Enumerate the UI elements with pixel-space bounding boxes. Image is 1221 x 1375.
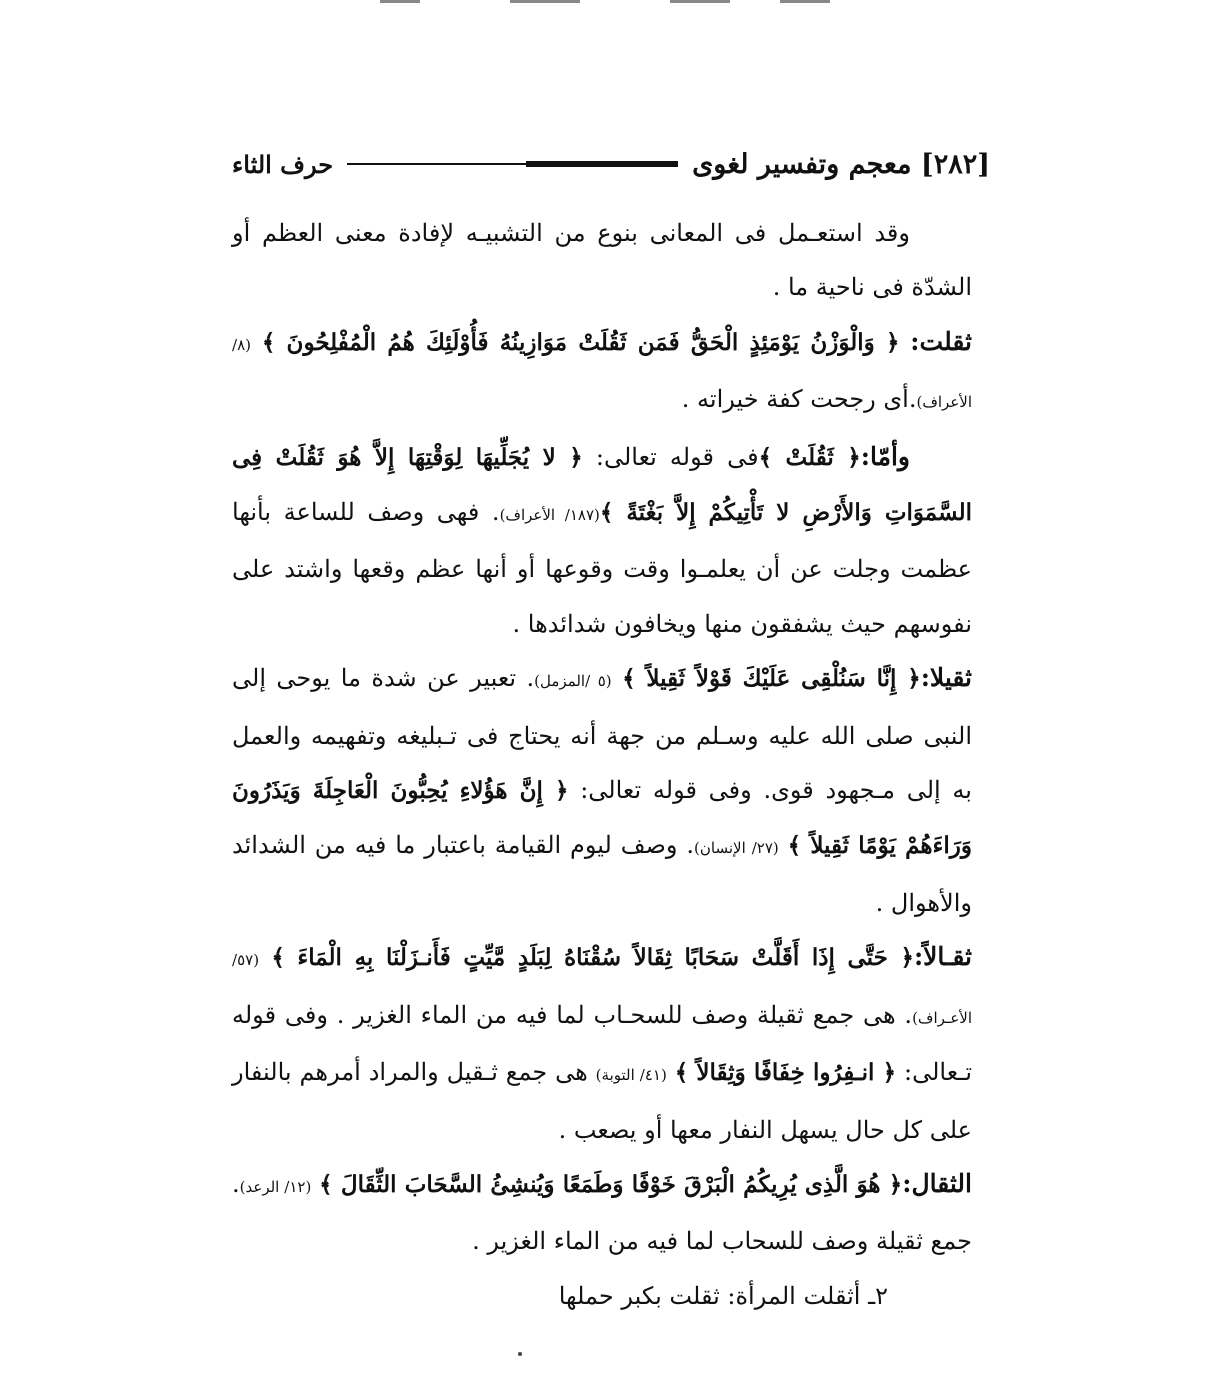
verse-reference: (٥٧/ الأعـراف) xyxy=(232,951,972,1027)
quran-verse: ﴿ إِنَّا سَنُلْقِى عَلَيْكَ قَوْلاً ثَقِيلاً ﴾ xyxy=(622,665,921,693)
quran-verse: ﴿ هُوَ الَّذِى يُرِيكُمُ الْبَرْقَ خَوْفًا وَطَمَعًا وَيُنشِئُ السَّحَابَ الثِّقَالَ ﴾ xyxy=(319,1170,903,1198)
verse-reference: (١٨٧/ الأعراف) xyxy=(499,506,600,525)
paragraph-text: . فهى وصف للساعة بأنها عظمت وجلت عن أن يعلمـوا وقت وقوعها أو أنها عظم وقعها واشتد على نفوسهم حيث يشفقون منها ويخافون شدائدها . xyxy=(232,498,972,638)
scan-speck xyxy=(518,1352,522,1356)
entry-thaqulat xyxy=(232,315,972,430)
paragraph-text: هى جمع ثـقيل والمراد أمرهم بالنفار على كل حال يسهل النفار معها أو يصعب . xyxy=(232,1058,972,1144)
entry-term: ثقـالاً: xyxy=(913,942,972,972)
entry-term: ثقيلا: xyxy=(920,663,972,693)
verse-reference: (٥ /المزمل) xyxy=(534,672,612,691)
paragraph-intro xyxy=(232,206,972,315)
entry-amma xyxy=(232,430,972,652)
entry-term: وأمّا: xyxy=(860,441,910,471)
verse-reference: (٢٧/ الإنسان) xyxy=(694,839,779,858)
paragraph-text: فى قوله تعالى: xyxy=(595,442,759,471)
entry-athqalat xyxy=(232,1269,972,1323)
verse-reference: (٤١/ التوبة) xyxy=(595,1066,667,1085)
quran-verse: ﴿ وَالْوَزْنُ يَوْمَئِذٍ الْحَقُّ فَمَن ثَقُلَتْ مَوَازِينُهُ فَأُوْلَئِكَ هُمُ الْمُفْلِحُونَ ﴾ xyxy=(261,328,900,356)
paragraph-text: . جمع ثقيلة وصف للسحاب لما فيه من الماء الغزير . xyxy=(232,1169,972,1256)
entry-thaqilan xyxy=(232,651,972,930)
paragraph-text: . وصف ليوم القيامة باعتبار ما فيه من الشدائد والأهوال . xyxy=(232,831,972,917)
paragraph-text: . تعبير عن شدة ما يوحى إلى النبى صلى الله عليه وسـلم من جهة أنه يحتاج فى تـبليغه وتفهيمه والعمل به إلى مـجهود قوى. وفى قوله تعالى: xyxy=(232,664,972,805)
top-scan-marks xyxy=(380,0,840,6)
quran-verse: ﴿ انـفِرُوا خِفَافًا وَثِقَالاً ﴾ xyxy=(674,1059,897,1087)
quran-word: ﴿ ثَقُلَتْ ﴾ xyxy=(758,443,861,471)
verse-reference: (٨/ الأعراف) xyxy=(232,335,972,412)
entry-term: الثقال: xyxy=(902,1168,972,1198)
paragraph-text: . هى جمع ثقيلة وصف للسحـاب لما فيه من الماء الغزير . وفى قوله تـعالى: xyxy=(232,1000,973,1087)
entry-thiqalan xyxy=(232,930,972,1157)
quran-verse: ﴿ إِنَّ هَؤُلاءِ يُحِبُّونَ الْعَاجِلَةَ وَيَذَرُونَ وَرَاءَهُمْ يَوْمًا ثَقِيلاً ﴾ xyxy=(232,777,972,860)
entry-term: ثقلت: xyxy=(910,326,972,356)
paragraph-text: ٢ـ أثقلت المرأة: ثقلت بكبر حملها xyxy=(558,1281,888,1310)
book-title: [٢٨٢] معجم وتفسير لغوى xyxy=(692,148,990,180)
quran-verse: ﴿ لا يُجَلِّيهَا لِوَقْتِهَا إِلاَّ هُوَ ثَقُلَتْ فِى السَّمَوَاتِ وَالأَرْضِ لا تَأْتِيكُمْ إِلاَّ بَغْتَةً ﴾ xyxy=(232,443,973,527)
running-header xyxy=(232,142,990,186)
paragraph-text: .أى رجحت كفة خيراته . xyxy=(681,385,917,414)
paragraph-text: وقد استعـمل فى المعانى بنوع من التشبيـه لإفادة معنى العظم أو الشدّة فى ناحية ما . xyxy=(232,219,972,302)
quran-verse: ﴿ حَتَّى إِذَا أَقَلَّتْ سَحَابًا ثِقَالاً سُقْنَاهُ لِبَلَدٍ مَّيِّتٍ فَأَنـزَلْنَا بِهِ الْمَاءَ ﴾ xyxy=(271,944,914,972)
verse-reference: (١٢/ الرعد) xyxy=(239,1177,312,1196)
page-body xyxy=(232,206,972,1323)
entry-althiqal xyxy=(232,1157,972,1269)
chapter-name: حرف الثاء xyxy=(232,149,334,179)
header-rule xyxy=(347,158,678,170)
